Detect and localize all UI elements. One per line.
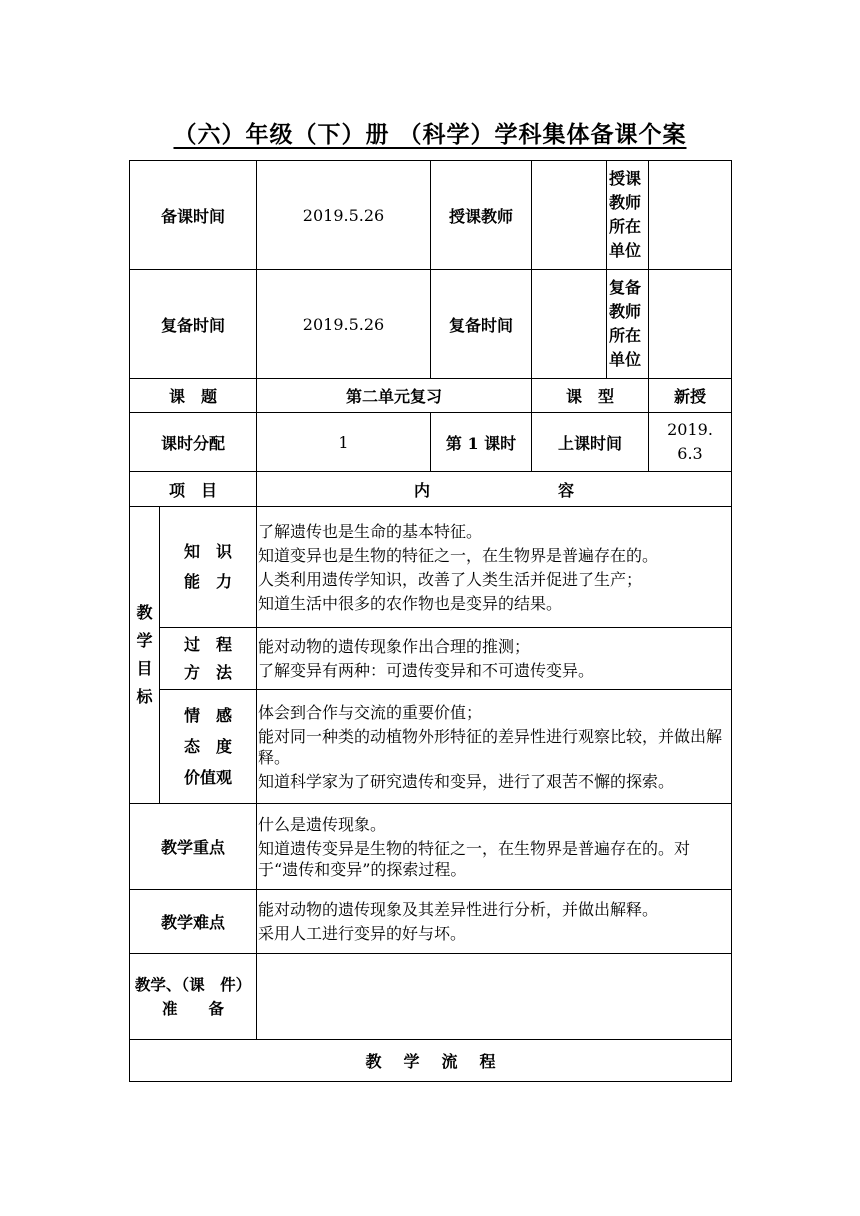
knowledge-line: 知道生活中很多的农作物也是变异的结果。 — [258, 593, 563, 613]
review-time-label: 复备时间 — [130, 270, 257, 379]
flow-label: 教学流程 — [130, 1040, 732, 1082]
preparation-label — [130, 954, 257, 1040]
hours-value: 1 — [257, 413, 431, 472]
review-unit-label — [607, 270, 649, 379]
flow-row — [130, 1040, 732, 1082]
class-time-label: 上课时间 — [532, 413, 649, 472]
prep-time-row — [130, 161, 732, 270]
difficulties-label: 教学难点 — [130, 890, 257, 954]
difficulties-line: 能对动物的遗传现象及其差异性进行分析，并做出解释。 — [258, 900, 659, 919]
objectives-label-char: 目 — [136, 659, 153, 678]
prep-time-value: 2019.5.26 — [257, 161, 431, 270]
key-points-row — [130, 804, 732, 890]
review-time-row — [130, 270, 732, 379]
teacher-unit-label — [607, 161, 649, 270]
review-unit-label-line: 教师 — [609, 302, 642, 321]
objectives-label-char: 标 — [136, 687, 153, 706]
teacher-value — [532, 161, 607, 270]
teacher-unit-label-line: 所在 — [609, 217, 642, 236]
lesson-plan-table — [129, 160, 732, 1082]
emotion-label — [160, 690, 257, 804]
knowledge-content — [257, 507, 732, 628]
objective-process-row — [130, 628, 732, 690]
preparation-label-line: 准 备 — [162, 998, 225, 1018]
process-label-line: 方 法 — [184, 662, 233, 682]
hours-row — [130, 413, 732, 472]
review-time-value-2 — [532, 270, 607, 379]
emotion-line: 能对同一种类的动植物外形特征的差异性进行观察比较，并做出解释。 — [258, 726, 723, 767]
preparation-row — [130, 954, 732, 1040]
emotion-label-line: 态 度 — [184, 737, 233, 756]
topic-value: 第二单元复习 — [257, 379, 532, 413]
class-time-value: 2019.6.3 — [649, 413, 732, 472]
process-content — [257, 628, 732, 690]
difficulties-line: 采用人工进行变异的好与坏。 — [258, 924, 467, 943]
review-unit-value — [649, 270, 732, 379]
preparation-value — [257, 954, 732, 1040]
type-label: 课 型 — [532, 379, 649, 413]
emotion-content — [257, 690, 732, 804]
knowledge-label-line: 知 识 — [184, 542, 233, 561]
teacher-unit-value — [649, 161, 732, 270]
items-header-row — [130, 472, 732, 507]
review-time-value: 2019.5.26 — [257, 270, 431, 379]
topic-row — [130, 379, 732, 413]
teacher-unit-label-line: 单位 — [609, 241, 642, 260]
period-value: 第 1 课时 — [431, 413, 532, 472]
emotion-line: 知道科学家为了研究遗传和变异，进行了艰苦不懈的探索。 — [258, 771, 675, 791]
emotion-line: 体会到合作与交流的重要价值； — [258, 702, 483, 722]
emotion-label-line: 价值观 — [184, 768, 233, 787]
prep-time-label: 备课时间 — [130, 161, 257, 270]
process-label — [160, 628, 257, 690]
process-line: 了解变异有两种：可遗传变异和不可遗传变异。 — [258, 661, 595, 680]
knowledge-line: 了解遗传也是生命的基本特征。 — [258, 521, 483, 541]
teacher-unit-label-line: 授课 — [609, 169, 642, 188]
difficulties-row — [130, 890, 732, 954]
emotion-label-line: 情 感 — [184, 706, 233, 725]
objectives-label — [130, 507, 160, 804]
topic-label: 课 题 — [130, 379, 257, 413]
page-title: （六）年级（下）册 （科学）学科集体备课个案 — [173, 121, 687, 148]
knowledge-line: 人类利用遗传学知识，改善了人类生活并促进了生产； — [258, 569, 643, 589]
objectives-label-char: 学 — [136, 631, 153, 650]
process-line: 能对动物的遗传现象作出合理的推测； — [258, 637, 531, 656]
type-value: 新授 — [649, 379, 732, 413]
key-points-line: 知道遗传变异是生物的特征之一，在生物界是普遍存在的。对于“遗传和变异”的探索过程。 — [258, 838, 691, 879]
objective-knowledge-row — [130, 507, 732, 628]
review-unit-label-line: 所在 — [609, 326, 642, 345]
knowledge-label-line: 能 力 — [184, 572, 233, 591]
content-label: 内 容 — [257, 472, 732, 507]
key-points-label: 教学重点 — [130, 804, 257, 890]
process-label-line: 过 程 — [184, 634, 233, 654]
knowledge-line: 知道变异也是生物的特征之一，在生物界是普遍存在的。 — [258, 545, 659, 565]
item-label: 项 目 — [130, 472, 257, 507]
objectives-label-char: 教 — [136, 603, 153, 622]
preparation-label-line: 教学、（课 件） — [134, 974, 252, 994]
key-points-content — [257, 804, 732, 890]
knowledge-label — [160, 507, 257, 628]
objective-emotion-row — [130, 690, 732, 804]
review-unit-label-line: 复备 — [609, 278, 642, 297]
hours-label: 课时分配 — [130, 413, 257, 472]
review-time-label-2: 复备时间 — [431, 270, 532, 379]
key-points-line: 什么是遗传现象。 — [258, 814, 387, 834]
review-unit-label-line: 单位 — [609, 350, 642, 369]
teacher-label: 授课教师 — [431, 161, 532, 270]
teacher-unit-label-line: 教师 — [609, 193, 642, 212]
difficulties-content — [257, 890, 732, 954]
